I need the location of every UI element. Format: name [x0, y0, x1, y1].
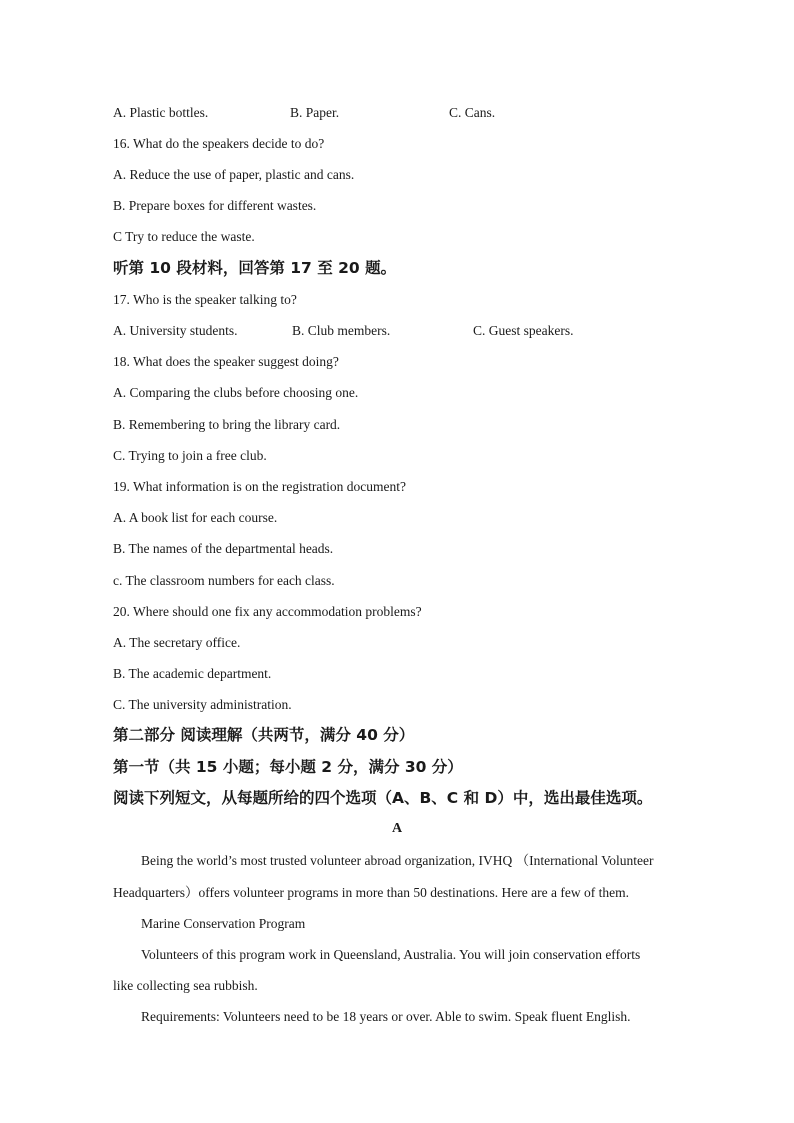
q18-option-a: A. Comparing the clubs before choosing one. — [113, 385, 359, 400]
q20-question: 20. Where should one fix any accommodation problems? — [113, 604, 422, 619]
q19-option-b: B. The names of the departmental heads. — [113, 541, 334, 556]
q16-option-a: A. Reduce the use of paper, plastic and cans. — [113, 167, 355, 182]
q16-question: 16. What do the speakers decide to do? — [113, 136, 325, 151]
q18-option-b: B. Remembering to bring the library card. — [113, 417, 341, 432]
program-desc-line1: Volunteers of this program work in Queensland, Australia. You will join conservation efforts — [141, 947, 641, 962]
q20-option-b: B. The academic department. — [113, 666, 272, 681]
q16-option-c: C Try to reduce the waste. — [113, 229, 255, 244]
q20-option-c: C. The university administration. — [113, 697, 292, 712]
program-requirements: Requirements: Volunteers need to be 18 years or over. Able to swim. Speak fluent English. — [141, 1009, 631, 1024]
q17-question: 17. Who is the speaker talking to? — [113, 292, 297, 307]
q17-option-b: B. Club members. — [292, 323, 391, 338]
part2-heading: 第二部分 阅读理解（共两节，满分 40 分） — [113, 726, 415, 744]
q16-option-b: B. Prepare boxes for different wastes. — [113, 198, 317, 213]
q19-option-c: c. The classroom numbers for each class. — [113, 573, 335, 588]
section1-heading: 第一节（共 15 小题；每小题 2 分，满分 30 分） — [113, 758, 463, 776]
passage-intro-line2: Headquarters）offers volunteer programs in more than 50 destinations. Here are a few of them. — [113, 885, 629, 900]
q15-option-b: B. Paper. — [290, 105, 340, 120]
q20-option-a: A. The secretary office. — [113, 635, 241, 650]
q19-option-a: A. A book list for each course. — [113, 510, 278, 525]
program-desc-line2: like collecting sea rubbish. — [113, 978, 258, 993]
q19-question: 19. What information is on the registration document? — [113, 479, 406, 494]
section10-heading: 听第 10 段材料，回答第 17 至 20 题。 — [113, 259, 397, 277]
passage-intro-line1: Being the world’s most trusted volunteer abroad organization, IVHQ （International Volunteer — [141, 853, 654, 868]
program-title: Marine Conservation Program — [141, 916, 306, 931]
q17-option-c: C. Guest speakers. — [473, 323, 574, 338]
passage-label: A — [391, 821, 403, 836]
q15-option-a: A. Plastic bottles. — [113, 105, 209, 120]
reading-instructions: 阅读下列短文，从每题所给的四个选项（A、B、C 和 D）中，选出最佳选项。 — [113, 789, 653, 807]
q18-option-c: C. Trying to join a free club. — [113, 448, 267, 463]
q18-question: 18. What does the speaker suggest doing? — [113, 354, 339, 369]
q15-option-c: C. Cans. — [449, 105, 496, 120]
q17-option-a: A. University students. — [113, 323, 238, 338]
